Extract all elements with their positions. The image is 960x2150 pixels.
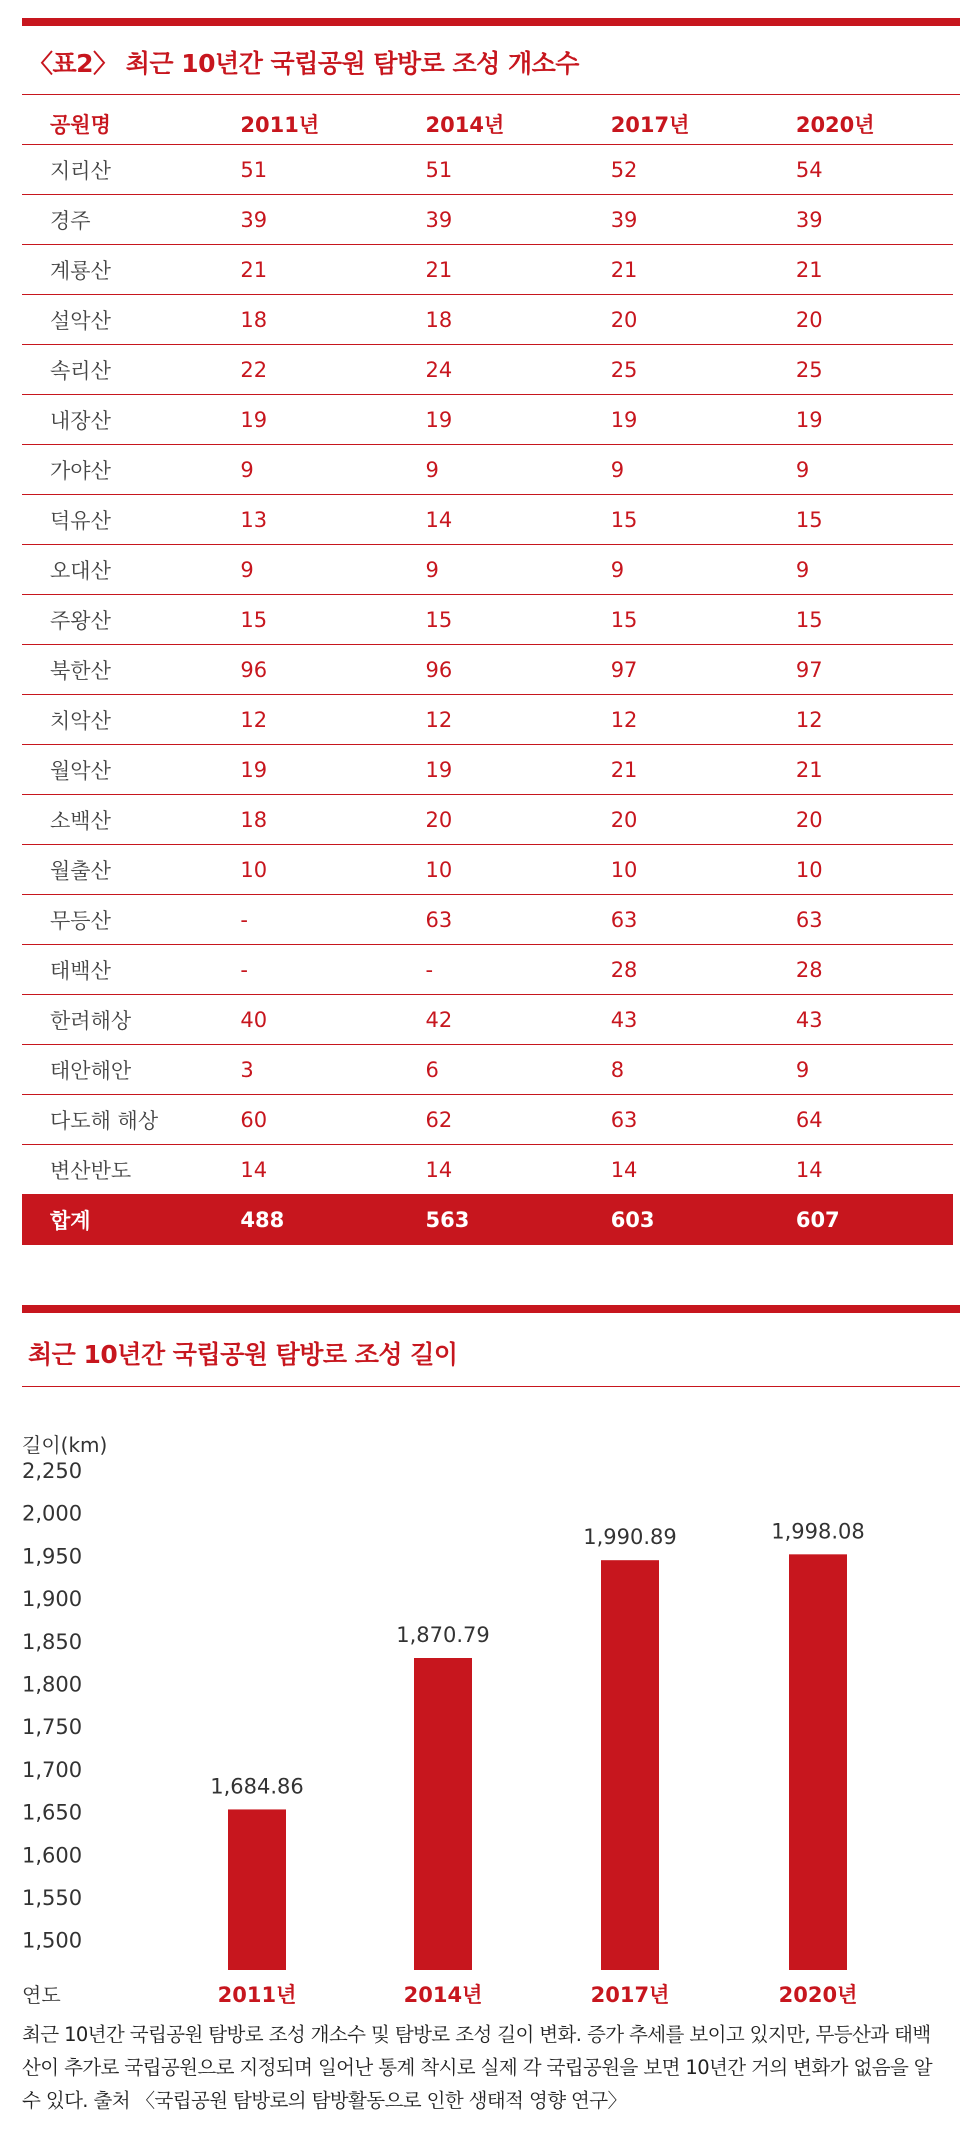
total-2014: 563 bbox=[398, 1195, 583, 1246]
count-2014: 51 bbox=[398, 145, 583, 195]
count-2017: 39 bbox=[583, 195, 768, 245]
x-tick-label: 2014년 bbox=[403, 1983, 483, 2007]
value-label: 1,684.86 bbox=[210, 1774, 304, 1799]
count-2011: 14 bbox=[212, 1145, 397, 1195]
y-tick-label: 1,500 bbox=[22, 1928, 83, 1953]
park-name: 변산반도 bbox=[22, 1145, 212, 1195]
count-2011: 96 bbox=[212, 645, 397, 695]
count-2011: 60 bbox=[212, 1095, 397, 1145]
count-2011: 13 bbox=[212, 495, 397, 545]
count-2020: 15 bbox=[768, 595, 953, 645]
value-labels bbox=[210, 1519, 865, 1798]
count-2011: 9 bbox=[212, 545, 397, 595]
table-row bbox=[22, 495, 953, 545]
park-name: 속리산 bbox=[22, 345, 212, 395]
chart-title: 최근 10년간 국립공원 탐방로 조성 길이 bbox=[28, 1340, 458, 1369]
count-2020: 20 bbox=[768, 795, 953, 845]
value-label: 1,990.89 bbox=[583, 1525, 677, 1550]
count-2014: 15 bbox=[398, 595, 583, 645]
count-2011: 19 bbox=[212, 395, 397, 445]
bar-2020년 bbox=[789, 1554, 847, 1970]
count-2011: 10 bbox=[212, 845, 397, 895]
count-2017: 8 bbox=[583, 1045, 768, 1095]
count-2014: 18 bbox=[398, 295, 583, 345]
count-2020: 21 bbox=[768, 245, 953, 295]
table-row bbox=[22, 695, 953, 745]
count-2014: 20 bbox=[398, 795, 583, 845]
count-2017: 20 bbox=[583, 295, 768, 345]
bar-2017년 bbox=[601, 1560, 659, 1970]
count-2017: 10 bbox=[583, 845, 768, 895]
table-total-row bbox=[22, 1195, 953, 1246]
chart-title-rule bbox=[22, 1386, 960, 1387]
count-2017: 15 bbox=[583, 595, 768, 645]
y-tick-label: 1,550 bbox=[22, 1886, 83, 1910]
table-row bbox=[22, 945, 953, 995]
table-row bbox=[22, 595, 953, 645]
count-2011: - bbox=[212, 895, 397, 945]
y-tick-label: 2,000 bbox=[22, 1501, 83, 1526]
count-2020: 54 bbox=[768, 145, 953, 195]
figure-caption: 최근 10년간 국립공원 탐방로 조성 개소수 및 탐방로 조성 길이 변화. 증가 추세를 보이고 있지만, 무등산과 태백산이 추가로 국립공원으로 지정되며 일어난 통계 착시로 실제 각 국립공원을 보면 10년간 거의 변화가 없음을 알 수 있다. 출처 〈국립공원 탐방로의 탐방활동으로 인한 생태적 영향 연구〉 bbox=[22, 2023, 933, 2112]
park-name: 한려해상 bbox=[22, 995, 212, 1045]
park-name: 계룡산 bbox=[22, 245, 212, 295]
count-2011: - bbox=[212, 945, 397, 995]
value-label: 1,870.79 bbox=[396, 1623, 490, 1648]
count-2020: 12 bbox=[768, 695, 953, 745]
table-row bbox=[22, 845, 953, 895]
y-tick-label: 1,600 bbox=[22, 1843, 83, 1868]
park-name: 소백산 bbox=[22, 795, 212, 845]
park-name: 다도해 해상 bbox=[22, 1095, 212, 1145]
header-2020: 2020년 bbox=[768, 104, 953, 145]
table-row bbox=[22, 545, 953, 595]
count-2014: 9 bbox=[398, 545, 583, 595]
park-name: 태안해안 bbox=[22, 1045, 212, 1095]
count-2020: 97 bbox=[768, 645, 953, 695]
count-2014: 63 bbox=[398, 895, 583, 945]
count-2017: 14 bbox=[583, 1145, 768, 1195]
table-row bbox=[22, 395, 953, 445]
count-2017: 20 bbox=[583, 795, 768, 845]
park-name: 무등산 bbox=[22, 895, 212, 945]
table-row bbox=[22, 895, 953, 945]
bar-2011년 bbox=[228, 1809, 286, 1970]
y-tick-label: 1,650 bbox=[22, 1800, 83, 1825]
count-2020: 28 bbox=[768, 945, 953, 995]
count-2017: 21 bbox=[583, 745, 768, 795]
table-top-bar bbox=[22, 18, 960, 26]
count-2014: 12 bbox=[398, 695, 583, 745]
count-2017: 28 bbox=[583, 945, 768, 995]
table-row bbox=[22, 795, 953, 845]
table-row bbox=[22, 245, 953, 295]
park-name: 월출산 bbox=[22, 845, 212, 895]
total-2011: 488 bbox=[212, 1195, 397, 1246]
total-2020: 607 bbox=[768, 1195, 953, 1246]
count-2020: 10 bbox=[768, 845, 953, 895]
x-tick-label: 2017년 bbox=[590, 1983, 670, 2007]
park-name: 설악산 bbox=[22, 295, 212, 345]
header-park-name: 공원명 bbox=[22, 104, 212, 145]
park-name: 지리산 bbox=[22, 145, 212, 195]
park-name: 주왕산 bbox=[22, 595, 212, 645]
count-2014: - bbox=[398, 945, 583, 995]
count-2017: 25 bbox=[583, 345, 768, 395]
table-row bbox=[22, 745, 953, 795]
count-2011: 22 bbox=[212, 345, 397, 395]
count-2014: 10 bbox=[398, 845, 583, 895]
value-label: 1,998.08 bbox=[771, 1519, 865, 1544]
table-row bbox=[22, 145, 953, 195]
count-2014: 14 bbox=[398, 1145, 583, 1195]
table-row bbox=[22, 445, 953, 495]
count-2017: 19 bbox=[583, 395, 768, 445]
total-label: 합계 bbox=[22, 1195, 212, 1246]
y-tick-label: 1,750 bbox=[22, 1715, 83, 1740]
bar-2014년 bbox=[414, 1658, 472, 1970]
y-axis-labels bbox=[22, 1459, 82, 1953]
count-2011: 19 bbox=[212, 745, 397, 795]
header-2017: 2017년 bbox=[583, 104, 768, 145]
park-name: 태백산 bbox=[22, 945, 212, 995]
count-2011: 39 bbox=[212, 195, 397, 245]
count-2020: 21 bbox=[768, 745, 953, 795]
count-2014: 24 bbox=[398, 345, 583, 395]
count-2020: 14 bbox=[768, 1145, 953, 1195]
count-2017: 9 bbox=[583, 445, 768, 495]
count-2020: 63 bbox=[768, 895, 953, 945]
count-2011: 3 bbox=[212, 1045, 397, 1095]
count-2017: 43 bbox=[583, 995, 768, 1045]
table-row bbox=[22, 1045, 953, 1095]
table-title: 〈표2〉 최근 10년간 국립공원 탐방로 조성 개소수 bbox=[28, 49, 579, 78]
count-2017: 21 bbox=[583, 245, 768, 295]
count-2020: 43 bbox=[768, 995, 953, 1045]
trail-length-bar-chart bbox=[0, 1400, 960, 2010]
count-2020: 25 bbox=[768, 345, 953, 395]
count-2011: 12 bbox=[212, 695, 397, 745]
table-row bbox=[22, 195, 953, 245]
count-2014: 39 bbox=[398, 195, 583, 245]
count-2020: 9 bbox=[768, 1045, 953, 1095]
count-2017: 97 bbox=[583, 645, 768, 695]
count-2014: 42 bbox=[398, 995, 583, 1045]
table-row bbox=[22, 295, 953, 345]
park-name: 치악산 bbox=[22, 695, 212, 745]
count-2014: 9 bbox=[398, 445, 583, 495]
count-2011: 21 bbox=[212, 245, 397, 295]
count-2014: 96 bbox=[398, 645, 583, 695]
park-name: 북한산 bbox=[22, 645, 212, 695]
y-tick-label: 1,950 bbox=[22, 1544, 83, 1569]
count-2014: 21 bbox=[398, 245, 583, 295]
park-name: 내장산 bbox=[22, 395, 212, 445]
table-row bbox=[22, 1095, 953, 1145]
table-row bbox=[22, 1145, 953, 1195]
y-tick-label: 1,850 bbox=[22, 1629, 83, 1654]
count-2011: 18 bbox=[212, 795, 397, 845]
table-row bbox=[22, 995, 953, 1045]
count-2020: 9 bbox=[768, 445, 953, 495]
count-2017: 52 bbox=[583, 145, 768, 195]
park-name: 덕유산 bbox=[22, 495, 212, 545]
count-2017: 15 bbox=[583, 495, 768, 545]
header-2011: 2011년 bbox=[212, 104, 397, 145]
table-row bbox=[22, 345, 953, 395]
count-2020: 19 bbox=[768, 395, 953, 445]
y-tick-label: 1,700 bbox=[22, 1757, 83, 1782]
count-2011: 18 bbox=[212, 295, 397, 345]
count-2014: 6 bbox=[398, 1045, 583, 1095]
count-2017: 63 bbox=[583, 895, 768, 945]
count-2011: 40 bbox=[212, 995, 397, 1045]
count-2020: 64 bbox=[768, 1095, 953, 1145]
count-2014: 14 bbox=[398, 495, 583, 545]
total-2017: 603 bbox=[583, 1195, 768, 1246]
table-header-row bbox=[22, 104, 953, 145]
x-axis-title: 연도 bbox=[22, 1983, 61, 2007]
count-2017: 63 bbox=[583, 1095, 768, 1145]
table-row bbox=[22, 645, 953, 695]
y-tick-label: 1,800 bbox=[22, 1672, 83, 1697]
park-trail-count-table bbox=[22, 104, 953, 1245]
count-2020: 39 bbox=[768, 195, 953, 245]
count-2020: 9 bbox=[768, 545, 953, 595]
count-2011: 15 bbox=[212, 595, 397, 645]
bars bbox=[228, 1554, 847, 1970]
x-tick-label: 2020년 bbox=[778, 1983, 858, 2007]
count-2014: 19 bbox=[398, 395, 583, 445]
count-2020: 20 bbox=[768, 295, 953, 345]
park-name: 경주 bbox=[22, 195, 212, 245]
header-2014: 2014년 bbox=[398, 104, 583, 145]
park-name: 오대산 bbox=[22, 545, 212, 595]
count-2011: 51 bbox=[212, 145, 397, 195]
y-axis-title: 길이(km) bbox=[22, 1433, 108, 1457]
park-name: 가야산 bbox=[22, 445, 212, 495]
count-2017: 12 bbox=[583, 695, 768, 745]
y-tick-label: 1,900 bbox=[22, 1587, 83, 1612]
chart-top-bar bbox=[22, 1305, 960, 1313]
count-2020: 15 bbox=[768, 495, 953, 545]
table-title-rule bbox=[22, 94, 960, 95]
park-name: 월악산 bbox=[22, 745, 212, 795]
count-2011: 9 bbox=[212, 445, 397, 495]
count-2014: 62 bbox=[398, 1095, 583, 1145]
table-body bbox=[22, 145, 953, 1246]
count-2014: 19 bbox=[398, 745, 583, 795]
x-axis-labels bbox=[218, 1983, 858, 2007]
count-2017: 9 bbox=[583, 545, 768, 595]
x-tick-label: 2011년 bbox=[217, 1983, 297, 2007]
y-tick-label: 2,250 bbox=[22, 1459, 83, 1483]
